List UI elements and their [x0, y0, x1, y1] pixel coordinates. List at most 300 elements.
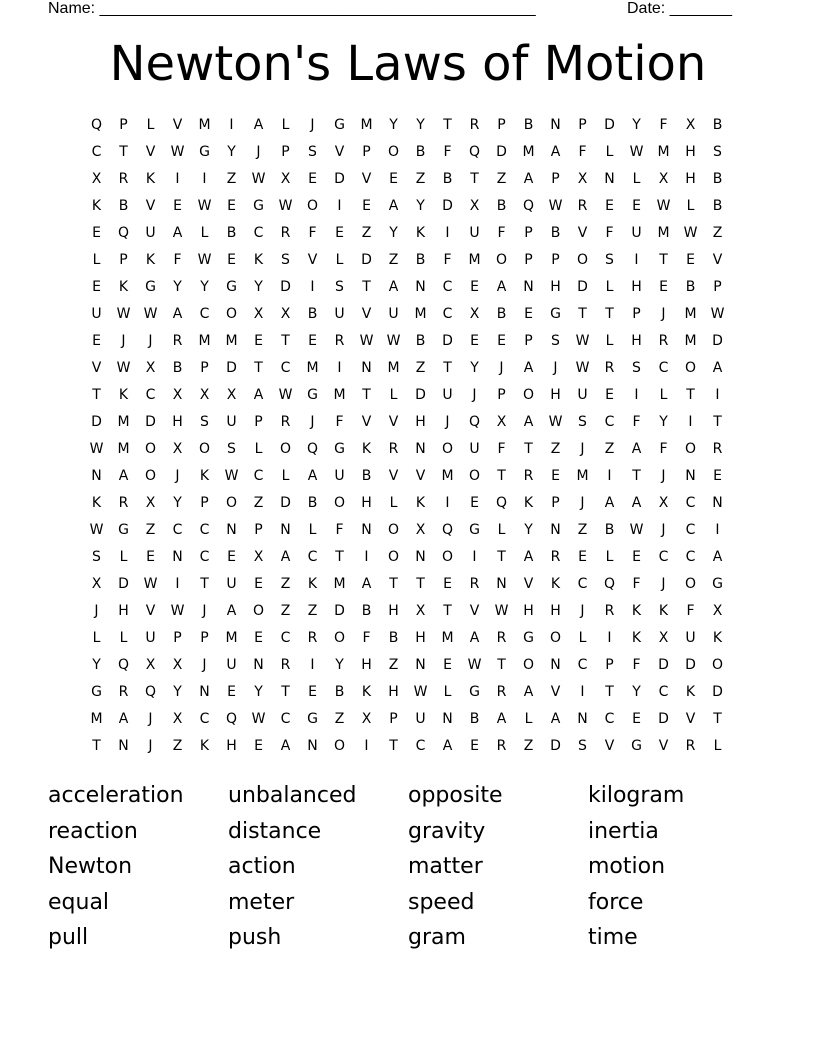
- grid-letter: C: [685, 521, 696, 538]
- grid-letter: O: [333, 494, 346, 511]
- grid-letter: H: [415, 629, 426, 646]
- grid-letter: F: [632, 656, 641, 673]
- grid-letter: R: [388, 440, 399, 457]
- grid-letter: W: [116, 305, 131, 322]
- grid-letter: V: [388, 467, 399, 484]
- grid-letter: P: [524, 332, 533, 349]
- grid-letter: G: [199, 143, 210, 160]
- grid-letter: E: [227, 251, 236, 268]
- grid-letter: D: [658, 656, 669, 673]
- grid-letter: D: [712, 332, 723, 349]
- word-list: [48, 778, 768, 956]
- grid-letter: A: [496, 278, 507, 295]
- grid-letter: P: [524, 224, 533, 241]
- grid-letter: O: [333, 737, 346, 754]
- grid-letter: K: [307, 575, 318, 592]
- word-list-item: acceleration: [48, 783, 184, 808]
- grid-letter: E: [227, 548, 236, 565]
- grid-letter: T: [92, 737, 101, 754]
- grid-letter: G: [334, 116, 345, 133]
- grid-letter: A: [118, 467, 129, 484]
- grid-letter: W: [629, 143, 644, 160]
- grid-letter: K: [415, 494, 426, 511]
- grid-letter: F: [335, 413, 344, 430]
- grid-letter: B: [604, 521, 615, 538]
- grid-letter: Q: [495, 494, 508, 511]
- grid-letter: B: [307, 494, 318, 511]
- grid-letter: U: [469, 224, 480, 241]
- grid-letter: S: [335, 278, 344, 295]
- grid-letter: E: [362, 197, 371, 214]
- grid-letter: O: [387, 521, 400, 538]
- grid-letter: K: [361, 440, 372, 457]
- grid-letter: J: [148, 332, 153, 349]
- grid-letter: Z: [145, 521, 156, 538]
- grid-letter: T: [713, 710, 722, 727]
- grid-letter: T: [443, 116, 452, 133]
- grid-letter: N: [253, 656, 264, 673]
- grid-letter: W: [251, 170, 266, 187]
- grid-letter: K: [145, 170, 156, 187]
- grid-letter: V: [361, 305, 372, 322]
- grid-letter: W: [413, 683, 428, 700]
- grid-letter: F: [578, 143, 587, 160]
- grid-letter: O: [252, 602, 265, 619]
- grid-letter: E: [632, 197, 641, 214]
- grid-letter: M: [198, 332, 211, 349]
- grid-letter: J: [202, 656, 207, 673]
- grid-letter: B: [415, 332, 426, 349]
- word-list-item: gram: [408, 925, 466, 951]
- grid-letter: I: [175, 575, 180, 592]
- grid-letter: P: [119, 251, 128, 268]
- grid-letter: L: [686, 197, 695, 214]
- grid-letter: G: [469, 683, 480, 700]
- grid-letter: E: [470, 278, 479, 295]
- grid-letter: N: [550, 656, 561, 673]
- word-list-item: inertia: [588, 818, 659, 844]
- grid-letter: X: [469, 197, 480, 214]
- grid-letter: W: [197, 251, 212, 268]
- grid-letter: D: [226, 359, 237, 376]
- grid-letter: K: [118, 386, 129, 403]
- grid-letter: C: [280, 359, 291, 376]
- grid-letter: O: [522, 656, 535, 673]
- grid-letter: O: [495, 251, 508, 268]
- grid-letter: M: [657, 224, 670, 241]
- grid-letter: G: [523, 629, 534, 646]
- grid-letter: E: [254, 332, 263, 349]
- grid-letter: V: [91, 359, 102, 376]
- grid-letter: X: [253, 548, 264, 565]
- grid-letter: L: [524, 710, 533, 727]
- grid-letter: F: [335, 521, 344, 538]
- grid-letter: N: [361, 359, 372, 376]
- grid-letter: B: [361, 602, 372, 619]
- grid-letter: Z: [415, 170, 426, 187]
- grid-letter: L: [443, 683, 452, 700]
- grid-letter: O: [387, 548, 400, 565]
- grid-letter: B: [334, 683, 345, 700]
- grid-letter: C: [442, 305, 453, 322]
- grid-letter: Z: [523, 737, 534, 754]
- grid-letter: T: [659, 251, 668, 268]
- page-title: Newton's Laws of Motion: [109, 36, 707, 92]
- grid-letter: A: [172, 224, 183, 241]
- grid-letter: P: [632, 305, 641, 322]
- grid-letter: D: [145, 413, 156, 430]
- grid-letter: K: [415, 224, 426, 241]
- grid-letter: N: [712, 494, 723, 511]
- grid-letter: M: [225, 332, 238, 349]
- grid-letter: G: [145, 278, 156, 295]
- word-list-item: matter: [408, 854, 483, 880]
- grid-letter: L: [281, 467, 290, 484]
- grid-letter: H: [361, 494, 372, 511]
- grid-letter: J: [580, 494, 585, 511]
- grid-letter: Z: [712, 224, 723, 241]
- grid-letter: O: [144, 440, 157, 457]
- grid-letter: K: [631, 602, 642, 619]
- grid-letter: B: [685, 278, 696, 295]
- grid-letter: R: [604, 359, 615, 376]
- grid-letter: O: [279, 440, 292, 457]
- grid-letter: E: [389, 170, 398, 187]
- grid-letter: T: [119, 143, 128, 160]
- grid-letter: U: [226, 413, 237, 430]
- grid-letter: X: [145, 359, 156, 376]
- grid-letter: E: [497, 332, 506, 349]
- grid-letter: R: [469, 116, 480, 133]
- grid-letter: J: [445, 413, 450, 430]
- grid-letter: I: [202, 170, 207, 187]
- grid-letter: K: [253, 251, 264, 268]
- date-field: Date: _______: [627, 0, 732, 17]
- grid-letter: W: [197, 197, 212, 214]
- grid-letter: F: [605, 224, 614, 241]
- grid-letter: R: [334, 332, 345, 349]
- grid-letter: M: [387, 359, 400, 376]
- grid-letter: W: [224, 467, 239, 484]
- grid-letter: E: [470, 332, 479, 349]
- grid-letter: T: [578, 305, 587, 322]
- grid-letter: R: [280, 224, 291, 241]
- letter-grid: [83, 111, 731, 759]
- grid-letter: E: [551, 467, 560, 484]
- grid-letter: E: [659, 278, 668, 295]
- grid-letter: P: [281, 143, 290, 160]
- grid-letter: T: [200, 575, 209, 592]
- grid-letter: V: [307, 251, 318, 268]
- grid-letter: J: [661, 521, 666, 538]
- grid-letter: R: [496, 737, 507, 754]
- grid-letter: V: [550, 683, 561, 700]
- grid-letter: L: [119, 629, 128, 646]
- grid-letter: A: [604, 494, 615, 511]
- grid-letter: R: [550, 548, 561, 565]
- grid-letter: H: [388, 683, 399, 700]
- grid-letter: N: [199, 683, 210, 700]
- grid-letter: A: [550, 710, 561, 727]
- grid-letter: U: [685, 629, 696, 646]
- grid-letter: G: [226, 278, 237, 295]
- grid-letter: A: [361, 575, 372, 592]
- grid-letter: S: [92, 548, 101, 565]
- grid-letter: Q: [441, 521, 454, 538]
- grid-letter: B: [523, 116, 534, 133]
- grid-letter: I: [337, 197, 342, 214]
- grid-letter: F: [362, 629, 371, 646]
- grid-letter: X: [280, 170, 291, 187]
- grid-letter: C: [280, 710, 291, 727]
- word-list-item: gravity: [408, 818, 486, 844]
- grid-letter: W: [548, 197, 563, 214]
- grid-letter: N: [172, 548, 183, 565]
- grid-letter: K: [199, 467, 210, 484]
- grid-letter: U: [388, 305, 399, 322]
- grid-letter: E: [254, 737, 263, 754]
- grid-letter: Y: [632, 683, 641, 700]
- grid-letter: Y: [92, 656, 101, 673]
- grid-letter: W: [467, 656, 482, 673]
- grid-letter: N: [523, 278, 534, 295]
- grid-letter: U: [91, 305, 102, 322]
- grid-letter: K: [523, 494, 534, 511]
- grid-letter: D: [361, 251, 372, 268]
- grid-letter: V: [415, 467, 426, 484]
- grid-letter: C: [442, 278, 453, 295]
- grid-letter: N: [361, 521, 372, 538]
- grid-letter: P: [254, 521, 263, 538]
- grid-letter: M: [90, 710, 103, 727]
- grid-letter: A: [280, 737, 291, 754]
- grid-letter: T: [443, 602, 452, 619]
- grid-letter: N: [415, 656, 426, 673]
- grid-letter: W: [575, 359, 590, 376]
- grid-letter: R: [658, 332, 669, 349]
- grid-letter: C: [253, 224, 264, 241]
- grid-letter: O: [441, 440, 454, 457]
- grid-letter: X: [361, 710, 372, 727]
- grid-letter: E: [470, 494, 479, 511]
- grid-letter: J: [175, 467, 180, 484]
- grid-letter: F: [443, 251, 452, 268]
- grid-letter: T: [713, 413, 722, 430]
- grid-letter: Q: [225, 710, 238, 727]
- grid-letter: B: [172, 359, 183, 376]
- grid-letter: E: [92, 332, 101, 349]
- name-field: Name: _________________________________________________: [48, 0, 536, 17]
- grid-letter: P: [551, 494, 560, 511]
- grid-letter: Z: [226, 170, 237, 187]
- grid-letter: L: [605, 143, 614, 160]
- grid-letter: G: [91, 683, 102, 700]
- grid-letter: V: [469, 602, 480, 619]
- grid-letter: A: [712, 548, 723, 565]
- grid-letter: W: [656, 197, 671, 214]
- word-list-item: meter: [228, 889, 295, 915]
- grid-letter: N: [415, 440, 426, 457]
- grid-letter: L: [605, 278, 614, 295]
- grid-letter: O: [225, 305, 238, 322]
- grid-letter: Z: [307, 602, 318, 619]
- grid-letter: X: [172, 710, 183, 727]
- grid-letter: O: [684, 440, 697, 457]
- grid-letter: Q: [117, 224, 130, 241]
- grid-letter: X: [469, 305, 480, 322]
- grid-letter: A: [469, 629, 480, 646]
- grid-letter: F: [632, 575, 641, 592]
- grid-letter: X: [577, 170, 588, 187]
- grid-letter: I: [580, 683, 585, 700]
- grid-letter: W: [278, 386, 293, 403]
- grid-letter: A: [712, 359, 723, 376]
- grid-letter: J: [256, 143, 261, 160]
- grid-letter: W: [89, 521, 104, 538]
- word-list-item: distance: [228, 818, 322, 844]
- grid-letter: B: [712, 116, 723, 133]
- grid-letter: E: [443, 575, 452, 592]
- grid-letter: V: [145, 602, 156, 619]
- grid-letter: F: [173, 251, 182, 268]
- grid-letter: U: [145, 629, 156, 646]
- grid-letter: A: [253, 116, 264, 133]
- grid-letter: A: [226, 602, 237, 619]
- word-list-item: unbalanced: [228, 783, 357, 808]
- grid-letter: P: [524, 251, 533, 268]
- grid-letter: P: [362, 143, 371, 160]
- grid-letter: R: [172, 332, 183, 349]
- word-list-item: opposite: [408, 783, 503, 808]
- grid-letter: C: [685, 548, 696, 565]
- grid-letter: F: [659, 440, 668, 457]
- grid-letter: D: [334, 602, 345, 619]
- grid-letter: Z: [496, 170, 507, 187]
- grid-letter: G: [712, 575, 723, 592]
- grid-letter: W: [116, 359, 131, 376]
- grid-letter: A: [523, 359, 534, 376]
- grid-letter: B: [415, 143, 426, 160]
- grid-letter: Y: [173, 494, 182, 511]
- grid-letter: J: [580, 440, 585, 457]
- word-list-item: time: [588, 925, 638, 951]
- grid-letter: H: [172, 413, 183, 430]
- grid-letter: D: [334, 170, 345, 187]
- grid-letter: X: [199, 386, 210, 403]
- grid-letter: M: [657, 143, 670, 160]
- grid-letter: J: [310, 413, 315, 430]
- grid-letter: S: [551, 332, 560, 349]
- grid-letter: O: [522, 386, 535, 403]
- grid-letter: C: [199, 710, 210, 727]
- grid-letter: M: [306, 359, 319, 376]
- grid-letter: V: [145, 143, 156, 160]
- grid-letter: O: [144, 467, 157, 484]
- grid-letter: I: [607, 629, 612, 646]
- grid-letter: T: [497, 467, 506, 484]
- grid-letter: R: [469, 575, 480, 592]
- grid-letter: T: [524, 440, 533, 457]
- grid-letter: Z: [415, 359, 426, 376]
- grid-letter: Z: [280, 575, 291, 592]
- grid-letter: M: [441, 467, 454, 484]
- grid-letter: N: [118, 737, 129, 754]
- grid-letter: U: [226, 575, 237, 592]
- grid-letter: M: [198, 116, 211, 133]
- grid-letter: T: [281, 683, 290, 700]
- grid-letter: B: [496, 197, 507, 214]
- grid-letter: T: [281, 332, 290, 349]
- grid-letter: R: [118, 683, 129, 700]
- grid-letter: N: [280, 521, 291, 538]
- word-list-item: action: [228, 854, 296, 880]
- grid-letter: U: [415, 710, 426, 727]
- grid-letter: K: [199, 737, 210, 754]
- word-list-item: reaction: [48, 818, 138, 844]
- grid-letter: T: [416, 575, 425, 592]
- grid-letter: Y: [200, 278, 209, 295]
- grid-letter: O: [468, 467, 481, 484]
- grid-letter: N: [442, 710, 453, 727]
- grid-letter: L: [659, 386, 668, 403]
- grid-letter: E: [713, 467, 722, 484]
- grid-letter: W: [89, 440, 104, 457]
- grid-letter: G: [550, 305, 561, 322]
- grid-letter: H: [415, 413, 426, 430]
- grid-letter: L: [92, 629, 101, 646]
- grid-letter: K: [631, 629, 642, 646]
- grid-letter: I: [445, 494, 450, 511]
- grid-letter: E: [524, 305, 533, 322]
- grid-letter: P: [200, 494, 209, 511]
- grid-letter: R: [280, 656, 291, 673]
- grid-letter: E: [308, 683, 317, 700]
- grid-letter: K: [361, 683, 372, 700]
- grid-letter: C: [199, 548, 210, 565]
- grid-letter: F: [308, 224, 317, 241]
- grid-letter: M: [468, 251, 481, 268]
- grid-letter: M: [333, 575, 346, 592]
- grid-letter: T: [335, 548, 344, 565]
- word-list-item: kilogram: [588, 783, 685, 808]
- grid-letter: M: [225, 629, 238, 646]
- grid-letter: K: [658, 602, 669, 619]
- grid-letter: Z: [577, 521, 588, 538]
- grid-letter: I: [607, 467, 612, 484]
- word-list-item: force: [588, 889, 644, 915]
- grid-letter: I: [175, 170, 180, 187]
- grid-letter: L: [389, 494, 398, 511]
- grid-letter: Z: [253, 494, 264, 511]
- grid-letter: X: [658, 629, 669, 646]
- grid-letter: M: [333, 386, 346, 403]
- grid-letter: E: [578, 548, 587, 565]
- grid-letter: D: [91, 413, 102, 430]
- grid-letter: E: [335, 224, 344, 241]
- grid-letter: P: [578, 116, 587, 133]
- grid-letter: P: [605, 656, 614, 673]
- grid-letter: C: [577, 656, 588, 673]
- grid-letter: Y: [335, 656, 344, 673]
- grid-letter: W: [548, 413, 563, 430]
- grid-letter: I: [688, 413, 693, 430]
- grid-letter: P: [173, 629, 182, 646]
- grid-letter: T: [632, 467, 641, 484]
- grid-letter: J: [553, 359, 558, 376]
- grid-letter: O: [711, 656, 724, 673]
- grid-letter: S: [632, 359, 641, 376]
- grid-letter: Z: [388, 251, 399, 268]
